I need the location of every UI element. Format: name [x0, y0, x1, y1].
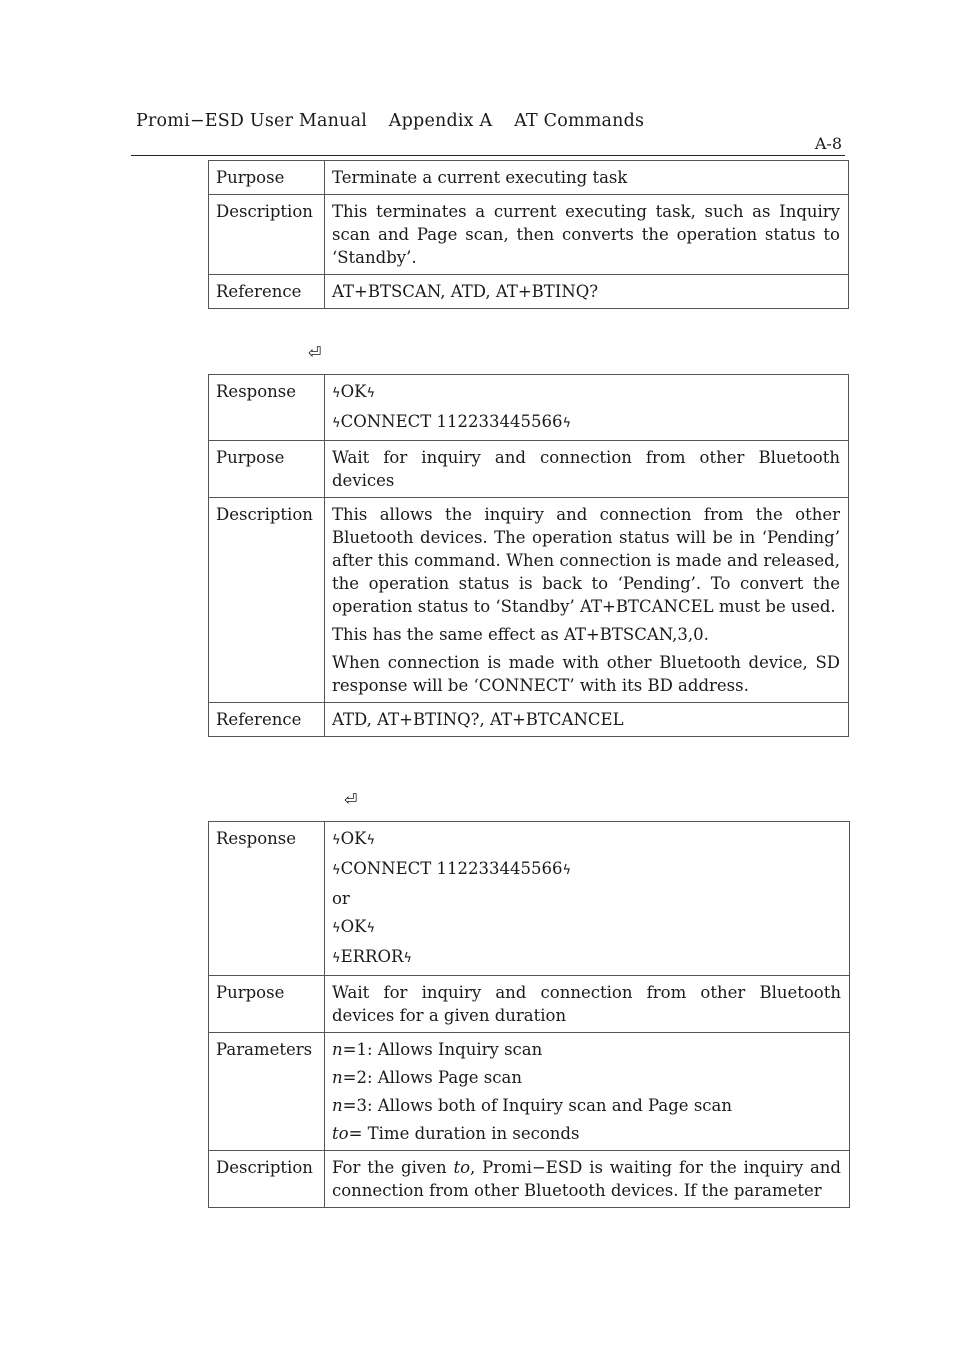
page-number: A-8	[814, 134, 842, 153]
crlf-icon: ϟ	[332, 921, 341, 936]
description-value: This terminates a current executing task, such as Inquiry scan and Page scan, then converts the operation status to ‘Standby’.	[325, 195, 849, 275]
crlf-icon: ϟ	[366, 921, 376, 936]
crlf-icon: ϟ	[332, 416, 341, 431]
header-rule	[131, 155, 845, 156]
table-row	[209, 976, 850, 1033]
parameter-item: n=1: Allows Inquiry scan	[332, 1040, 543, 1059]
table-row	[209, 161, 849, 195]
crlf-icon: ϟ	[332, 386, 341, 401]
response-connect: CONNECT 112233445566	[340, 859, 563, 878]
description-label: Description	[209, 195, 325, 275]
table-row	[209, 822, 850, 976]
manual-title: Promi−ESD User Manual	[136, 111, 368, 131]
response-ok: OK	[340, 829, 367, 848]
purpose-value: Wait for inquiry and connection from other Bluetooth devices	[325, 441, 849, 498]
parameters-label: Parameters	[209, 1033, 325, 1151]
crlf-icon: ϟ	[562, 416, 572, 431]
response-connect: CONNECT 112233445566	[340, 412, 563, 431]
command-table-scan-duration	[208, 821, 850, 1208]
table-row	[209, 441, 849, 498]
table-row	[209, 195, 849, 275]
reference-label: Reference	[209, 275, 325, 309]
response-label: Response	[209, 822, 325, 976]
reference-label: Reference	[209, 703, 325, 737]
crlf-icon: ϟ	[366, 386, 376, 401]
response-or: or	[332, 889, 350, 908]
table-row	[209, 1151, 850, 1208]
purpose-label: Purpose	[209, 441, 325, 498]
response-ok: OK	[340, 917, 367, 936]
description-paragraph: When connection is made with other Bluetooth device, SD response will be ‘CONNECT’ with its BD address.	[332, 653, 840, 695]
crlf-icon: ϟ	[562, 863, 572, 878]
description-value: For the given to, Promi−ESD is waiting for the inquiry and connection from other Bluetooth devices. If the parameter	[325, 1151, 850, 1208]
response-value	[325, 375, 849, 441]
running-header	[136, 111, 660, 131]
crlf-icon: ϟ	[332, 833, 341, 848]
response-label: Response	[209, 375, 325, 441]
parameter-item: n=3: Allows both of Inquiry scan and Page scan	[332, 1096, 732, 1115]
appendix-label: Appendix A	[388, 111, 493, 131]
crlf-icon: ϟ	[332, 951, 341, 966]
table-row	[209, 703, 849, 737]
crlf-icon: ϟ	[403, 951, 412, 966]
carriage-return-icon: ⏎	[344, 790, 358, 809]
table-row	[209, 275, 849, 309]
reference-value: AT+BTSCAN, ATD, AT+BTINQ?	[325, 275, 849, 309]
command-table-scan	[208, 374, 849, 737]
table-row	[209, 498, 849, 703]
response-error: ERROR	[340, 947, 404, 966]
table-row	[209, 375, 849, 441]
purpose-label: Purpose	[209, 161, 325, 195]
crlf-icon: ϟ	[332, 863, 341, 878]
section-label: AT Commands	[514, 111, 645, 131]
purpose-value: Terminate a current executing task	[325, 161, 849, 195]
purpose-value: Wait for inquiry and connection from other Bluetooth devices for a given duration	[325, 976, 850, 1033]
table-row	[209, 1033, 850, 1151]
purpose-label: Purpose	[209, 976, 325, 1033]
command-table-cancel	[208, 160, 849, 309]
parameter-item: to= Time duration in seconds	[332, 1124, 580, 1143]
response-value	[325, 822, 850, 976]
description-label: Description	[209, 498, 325, 703]
description-label: Description	[209, 1151, 325, 1208]
description-paragraph: This has the same effect as AT+BTSCAN,3,0.	[332, 625, 709, 644]
crlf-icon: ϟ	[366, 833, 376, 848]
description-paragraph: This allows the inquiry and connection from the other Bluetooth devices. The operation status will be in ‘Pending’ after this command. When connection is made and released, the operation status is back to ‘Pending’. To convert the operation status to ‘Standby’ AT+BTCANCEL must be used.	[332, 505, 840, 616]
description-value	[325, 498, 849, 703]
parameter-item: n=2: Allows Page scan	[332, 1068, 522, 1087]
reference-value: ATD, AT+BTINQ?, AT+BTCANCEL	[325, 703, 849, 737]
parameters-value	[325, 1033, 850, 1151]
carriage-return-icon: ⏎	[308, 343, 322, 362]
response-ok: OK	[340, 382, 367, 401]
